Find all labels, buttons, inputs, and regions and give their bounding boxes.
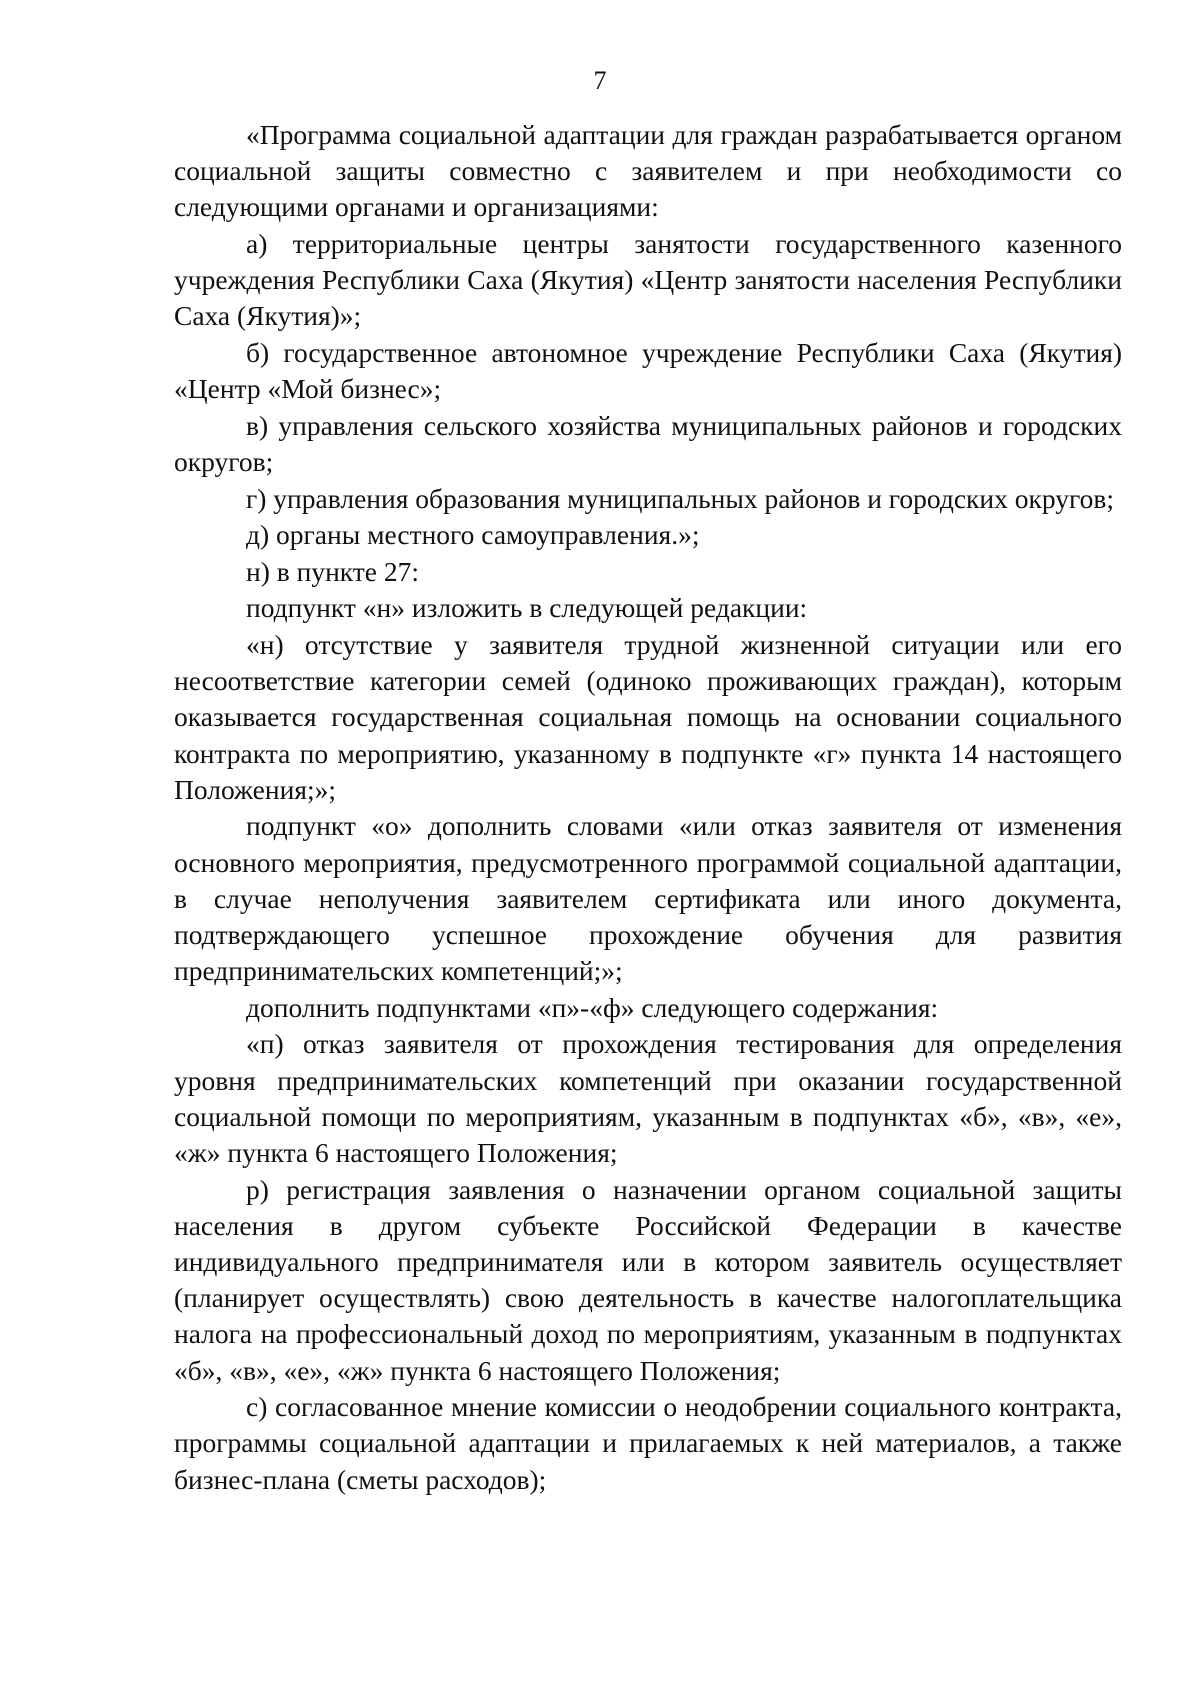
paragraph-subitem-r: р) регистрация заявления о назначении органом социальной защиты населения в другом субъекте Российской Федерации в качестве индивидуального предпринимателя или в котором заявитель осуществляет (планирует осуществлять) свою деятельность в качестве налогоплательщика налога на профессиональный доход по мероприятиям, указанным в подпунктах «б», «в», «е», «ж» пункта 6 настоящего Положения; (174, 1173, 1122, 1386)
paragraph-program-intro: «Программа социальной адаптации для граждан разрабатывается органом социальной защиты совместно с заявителем и при необходимости со следующими органами и организациями: (174, 119, 1122, 223)
paragraph-item-a: а) территориальные центры занятости государственного казенного учреждения Республики Саха (Якутия) «Центр занятости населения Республики Саха (Якутия)»; (174, 228, 1122, 332)
paragraph-item-n-point-27: н) в пункте 27: (246, 555, 420, 587)
page-number: 7 (593, 66, 607, 95)
paragraph-subitem-n-edit: подпункт «н» изложить в следующей редакции: (246, 592, 808, 624)
paragraph-subitem-o: подпункт «о» дополнить словами «или отказ заявителя от изменения основного мероприятия, предусмотренного программой социальной адаптации, в случае неполучения заявителем сертификата или иного документа, подтверждающего успешное прохождение обучения для развития предпринимательских компетенций;»; (174, 810, 1122, 987)
paragraph-subitem-p: «п) отказ заявителя от прохождения тестирования для определения уровня предпринимательских компетенций при оказании государственной социальной помощи по мероприятиям, указанным в подпунктах «б», «в», «е», «ж» пункта 6 настоящего Положения; (174, 1028, 1122, 1168)
paragraph-subitem-n-text: «н) отсутствие у заявителя трудной жизненной ситуации или его несоответствие категории семей (одиноко проживающих граждан), которым оказывается государственная социальная помощь на основании социального контракта по мероприятию, указанному в подпункте «г» пункта 14 настоящего Положения;»; (174, 628, 1122, 805)
paragraph-item-v: в) управления сельского хозяйства муниципальных районов и городских округов; (174, 409, 1122, 477)
paragraph-item-d: д) органы местного самоуправления.»; (246, 519, 700, 551)
paragraph-subitem-s: с) согласованное мнение комиссии о неодобрении социального контракта, программы социальной адаптации и прилагаемых к ней материалов, а также бизнес-плана (сметы расходов); (174, 1391, 1122, 1495)
paragraph-item-b: б) государственное автономное учреждение Республики Саха (Якутия) «Центр «Мой бизнес»; (174, 337, 1122, 405)
paragraph-add-subitems: дополнить подпунктами «п»-«ф» следующего содержания: (246, 991, 939, 1023)
document-body (174, 117, 1122, 1498)
paragraph-item-g: г) управления образования муниципальных районов и городских округов; (246, 482, 1114, 514)
